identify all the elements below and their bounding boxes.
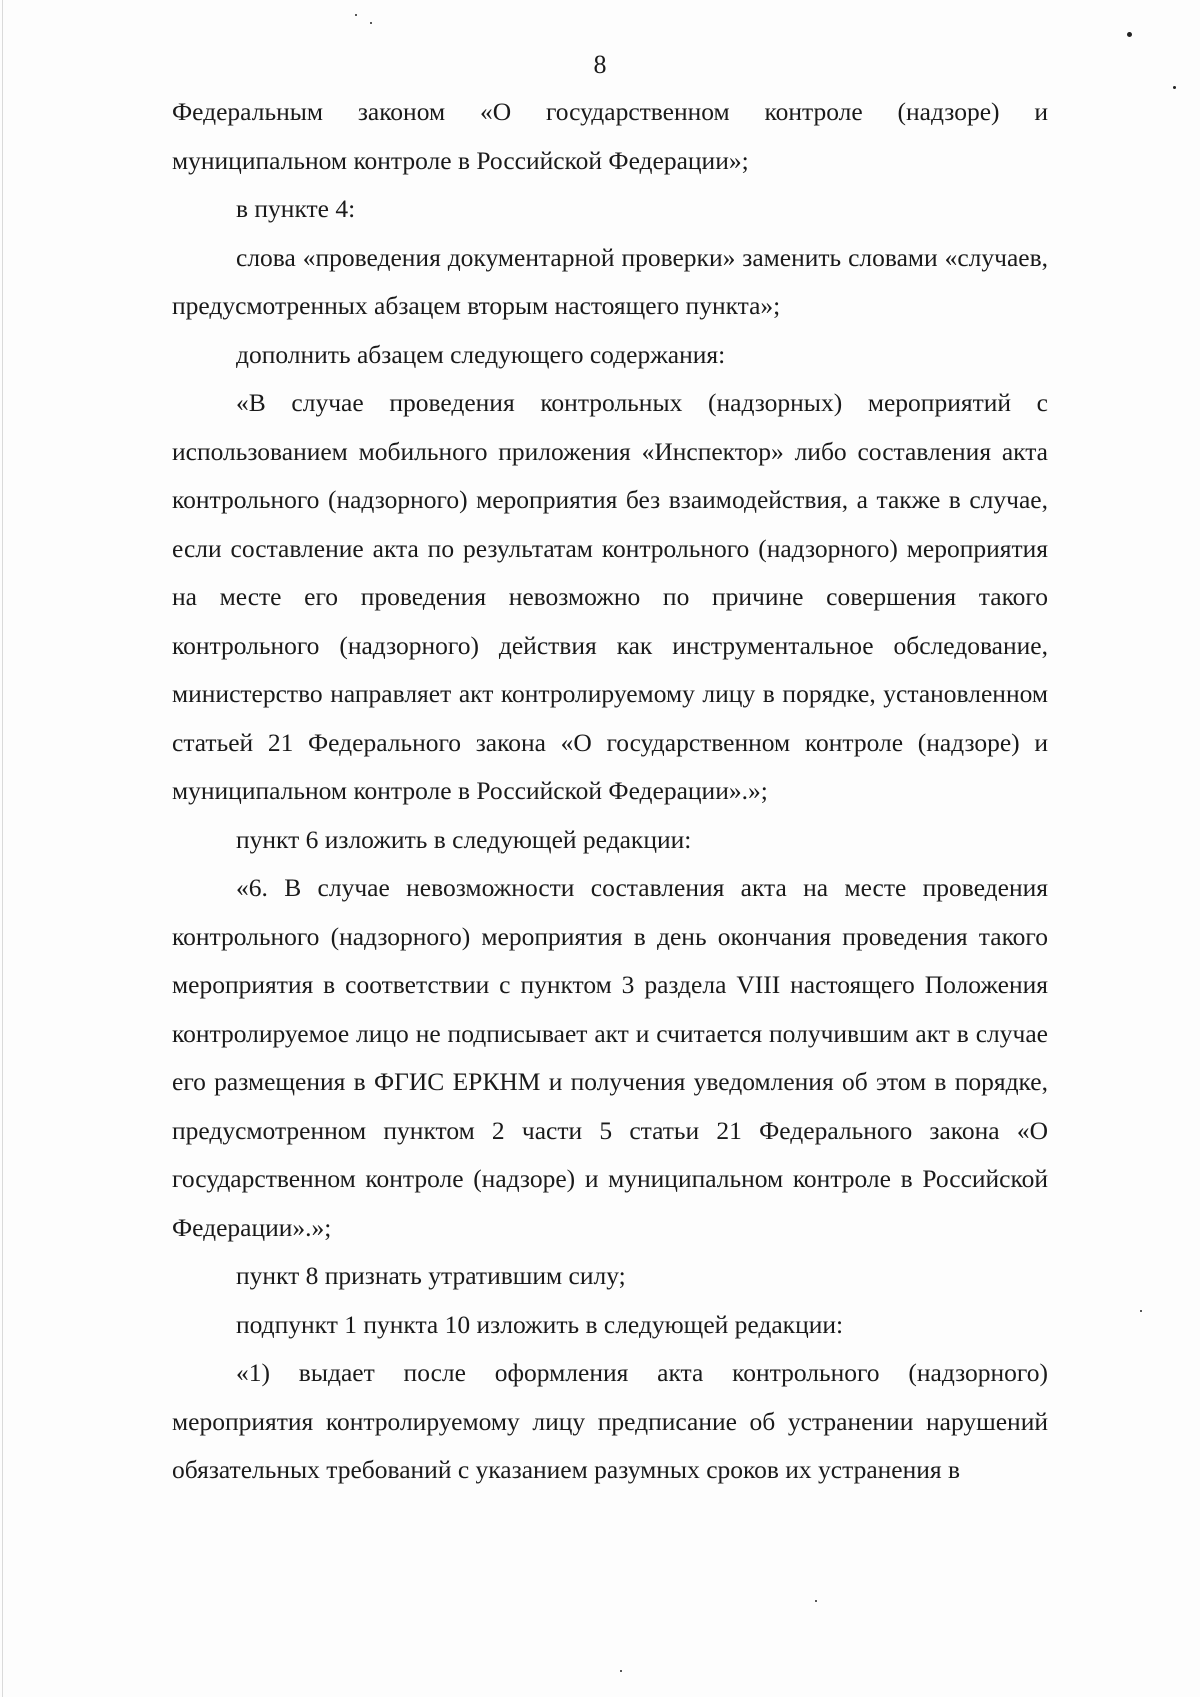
scan-speck [620,1670,622,1672]
scan-speck [370,22,372,24]
paragraph-replace-words: слова «проведения документарной проверки» заменить словами «случаев, предусмотренных абзацем вторым настоящего пункта»; [172,242,1048,320]
paragraph-item-8: пункт 8 признать утратившим силу; [236,1261,626,1290]
paragraph-item-10-header: подпункт 1 пункта 10 изложить в следующей редакции: [236,1309,844,1339]
page-binding-edge [2,0,4,1697]
page-number: 8 [593,50,607,79]
paragraph-item-6-header: пункт 6 изложить в следующей редакции: [236,824,692,854]
scan-speck [1173,86,1176,89]
paragraph-continuation: Федеральным законом «О государственном контроле (надзоре) и муниципальном контроле в Российской Федерации»; [172,97,1048,175]
scan-speck [355,14,357,16]
scan-speck [815,1600,817,1602]
scan-speck [1140,1310,1142,1312]
scan-speck [1127,32,1132,37]
document-body [172,88,1048,1495]
paragraph-item-6-text: «6. В случае невозможности составления акта на месте проведения контрольного (надзорного) мероприятия в день окончания проведения такого мероприятия в соответствии с пунктом 3 раздела VIII настоящего Положения контролируемое лицо не подписывает акт и считается получившим акт в случае его размещения в ФГИС ЕРКНМ и получения уведомления об этом в порядке, предусмотренном пунктом 2 части 5 статьи 21 Федерального закона «О государственном контроле (надзоре) и муниципальном контроле в Российской Федерации».»; [172,873,1048,1242]
paragraph-item-10-subitem-1: «1) выдает после оформления акта контрольного (надзорного) мероприятия контролируемому лицу предписание об устранении нарушений обязательных требований с указанием разумных сроков их устранения в [172,1358,1048,1484]
paragraph-inspector-clause: «В случае проведения контрольных (надзорных) мероприятий с использованием мобильного приложения «Инспектор» либо составления акта контрольного (надзорного) мероприятия без взаимодействия, а также в случае, если составление акта по результатам контрольного (надзорного) мероприятия на месте его проведения невозможно по причине совершения такого контрольного (надзорного) действия как инструментальное обследование, министерство направляет акт контролируемому лицу в порядке, установленном статьей 21 Федерального закона «О государственном контроле (надзоре) и муниципальном контроле в Российской Федерации».»; [172,388,1048,805]
paragraph-item-4-header: в пункте 4: [236,194,356,223]
paragraph-add-clause: дополнить абзацем следующего содержания: [236,339,726,369]
